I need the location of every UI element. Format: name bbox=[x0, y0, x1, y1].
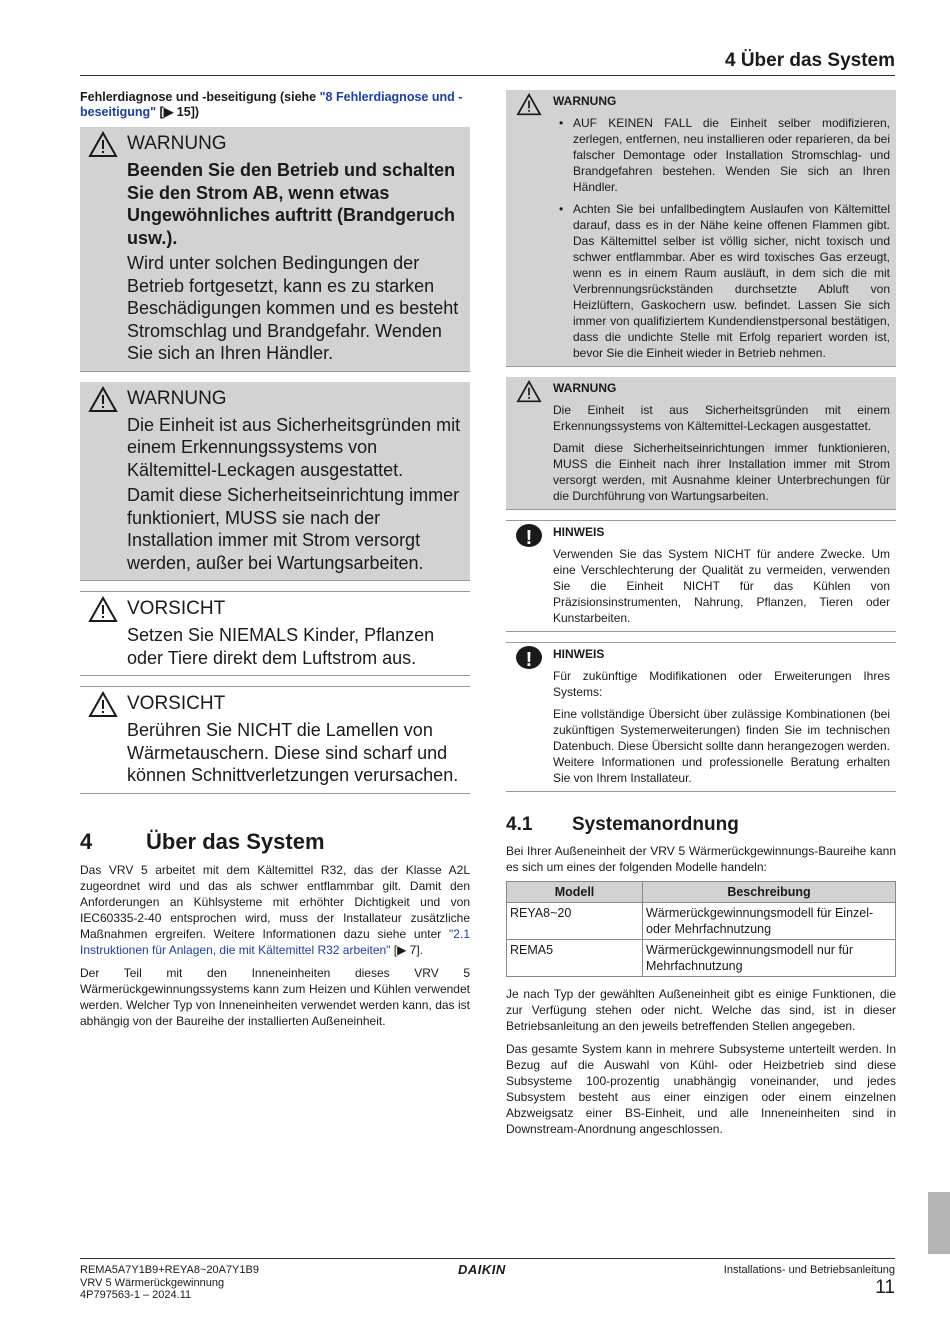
body-paragraph: Bei Ihrer Außeneinheit der VRV 5 Wärmerückgewinnungs-Baureihe kann es sich um eines der folgenden Modelle handeln: bbox=[506, 844, 896, 874]
right-column bbox=[506, 90, 896, 1137]
table-cell: Wärmerückgewinnungsmodell für Einzel- oder Mehrfachnutzung bbox=[643, 903, 896, 940]
body-paragraph: Das gesamte System kann in mehrere Subsysteme unterteilt werden. In Bezug auf die Auswahl von Kühl- oder Heizbetrieb sind diese Subsysteme 100-prozentig unabhängig voneinander, und jedes Subsystem besteht aus einer einzigen oder einem einzelnen Abzweigsatz einer BS-Einheit, und alle Inneneinheiten sind in Downstream-Anordnung angeschlossen. bbox=[506, 1042, 896, 1136]
warning-notice-4 bbox=[506, 377, 896, 510]
notice-label: WARNUNG bbox=[127, 133, 227, 154]
section-heading bbox=[80, 829, 470, 855]
warning-notice-2 bbox=[80, 382, 470, 582]
notice-text: Verwenden Sie das System NICHT für andere Zwecke. Um eine Verschlechterung der Qualität zu vermeiden, verwenden Sie die Einheit NICHT für das Kühlen von Präzisionsinstrumenten, Nahrung, Pflanzen, Tieren oder Kunstarbeiten. bbox=[553, 547, 890, 625]
notice-label: WARNUNG bbox=[553, 381, 617, 395]
notice-label: HINWEIS bbox=[553, 525, 605, 539]
table-cell: REYA8~20 bbox=[507, 903, 643, 940]
warning-triangle-icon bbox=[88, 131, 118, 158]
notice-label: VORSICHT bbox=[127, 598, 226, 619]
warning-triangle-icon bbox=[88, 386, 118, 413]
notice-text: Die Einheit ist aus Sicherheitsgründen mit einem Erkennungssystems von Kältemittel-Leckagen ausgestattet. bbox=[553, 403, 890, 433]
header-divider bbox=[80, 75, 895, 76]
table-row bbox=[507, 903, 896, 940]
warning-triangle-icon bbox=[88, 691, 118, 718]
footer-doc-line: 4P797563-1 – 2024.11 bbox=[80, 1289, 192, 1301]
body-paragraph: Je nach Typ der gewählten Außeneinheit gibt es einige Funktionen, die zur Verfügung stehen oder nicht. Welche das sind, ist in dieser Betriebsanleitung an den jeweils betreffenden Stellen angegeben. bbox=[506, 987, 896, 1033]
notice-text: Damit diese Sicherheitseinrichtungen immer funktionieren, MUSS die Einheit nach ihrer Installation immer mit Strom versorgt werden, mit Ausnahme kleiner Unterbrechungen für die Durchführung von Wartungsarbeiten. bbox=[553, 441, 890, 503]
notice-list bbox=[553, 115, 890, 361]
notice-label: WARNUNG bbox=[127, 387, 227, 409]
notice-text: Eine vollständige Übersicht über zulässige Kombinationen (bei zukünftigen Systemerweiterungen) finden Sie im technischen Datenbuch. Diese Übersicht sollte dann herangezogen werden. Weitere Informationen und professionelle Beratung erhalten Sie von Ihrem Installateur. bbox=[553, 707, 890, 785]
warning-triangle-icon bbox=[516, 380, 542, 403]
exclamation-circle-icon: ! bbox=[516, 524, 542, 547]
intro-link[interactable]: "8 Fehlerdiagnose und -beseitigung" bbox=[80, 90, 463, 119]
footer-model-info bbox=[80, 1264, 259, 1302]
notice-text: Für zukünftige Modifikationen oder Erweiterungen Ihres Systems: bbox=[553, 669, 890, 699]
footer-product-line: VRV 5 Wärmerückgewinnung bbox=[80, 1276, 225, 1289]
warning-triangle-icon bbox=[516, 93, 542, 116]
section-title: Über das System bbox=[146, 828, 325, 854]
table-row bbox=[507, 940, 896, 977]
chapter-thumb-tab bbox=[928, 1192, 950, 1254]
table-cell: Wärmerückgewinnungsmodell nur für Mehrfachnutzung bbox=[643, 940, 896, 977]
daikin-logo: DAIKIN bbox=[458, 1262, 506, 1277]
section-number: 4.1 bbox=[506, 814, 533, 835]
r32-instructions-link[interactable]: "2.1 Instruktionen für Anlagen, die mit Kältemittel R32 arbeiten" bbox=[80, 926, 470, 957]
table-cell: REMA5 bbox=[507, 940, 643, 977]
body-paragraph: Der Teil mit den Inneneinheiten dieses VRV 5 Wärmerückgewinnungssystems kann zum Heizen und Kühlen verwendet werden. Welcher Typ von Inneneinheiten verwendet werden kann, das ist abhängig von der Baureihe der installierten Außeneinheit. bbox=[80, 965, 470, 1028]
list-item: • AUF KEINEN FALL die Einheit selber modifizieren, zerlegen, entfernen, neu installieren oder reparieren, da bei falscher Demontage oder Installation Stromschlag- und Brandgefahren bestehen. Wenden Sie sich an Ihren Händler. bbox=[553, 115, 890, 195]
notice-label: HINWEIS bbox=[553, 647, 605, 661]
table-header-description: Beschreibung bbox=[643, 882, 896, 903]
exclamation-circle-icon: ! bbox=[516, 646, 542, 669]
caution-notice-2 bbox=[80, 686, 470, 794]
caution-notice-1 bbox=[80, 591, 470, 676]
page-number: 11 bbox=[875, 1277, 895, 1298]
section-number: 4 bbox=[80, 828, 93, 854]
body-paragraph: Das VRV 5 arbeitet mit dem Kältemittel R32, das der Klasse A2L zugeordnet wird und das als schwer entflammbar gilt. Damit den Anforderungen an Kühlsysteme mit erhöhter Dichtigkeit und von IEC60335-2-40 entsprochen wird, muss der Installateur zusätzliche Maßnahmen ergreifen. Weitere Informationen dazu siehe unter "2.1 Instruktionen für Anlagen, die mit Kältemittel R32 arbeiten" [▶ 7]. bbox=[80, 862, 470, 957]
intro-reference: Fehlerdiagnose und -beseitigung (siehe "8 Fehlerdiagnose und -beseitigung" [▶ 15]) bbox=[80, 90, 463, 119]
notice-text: Die Einheit ist aus Sicherheitsgründen mit einem Erkennungssystems von Kältemittel-Leckagen ausgestattet. bbox=[127, 414, 461, 480]
notice-text: Damit diese Sicherheitseinrichtung immer funktioniert, MUSS sie nach der Installation immer mit Strom versorgt werden, außer bei Wartungsarbeiten. bbox=[127, 485, 460, 573]
page-header-title: 4 Über das System bbox=[724, 50, 895, 71]
notice-label: VORSICHT bbox=[127, 693, 226, 714]
notice-bold-text: Beenden Sie den Betrieb und schalten Sie den Strom AB, wenn etwas Ungewöhnliches auftritt (Brandgeruch usw.). bbox=[127, 160, 456, 248]
warning-triangle-icon bbox=[88, 596, 118, 623]
left-column bbox=[80, 90, 470, 1029]
note-notice-1 bbox=[506, 520, 896, 632]
notice-text: Berühren Sie NICHT die Lamellen von Wärmetauschern. Diese sind scharf und können Schnittverletzungen verursachen. bbox=[127, 720, 459, 785]
footer-manual-title: Installations- und Betriebsanleitung bbox=[723, 1264, 895, 1276]
notice-text: Wird unter solchen Bedingungen der Betrieb fortgesetzt, kann es zu starken Beschädigungen kommen und es besteht Stromschlag und Brandgefahr. Wenden Sie sich an Ihren Händler. bbox=[127, 253, 459, 363]
table-header-model: Modell bbox=[507, 882, 643, 903]
notice-label: WARNUNG bbox=[553, 94, 617, 108]
footer-divider bbox=[80, 1258, 895, 1259]
footer-model-line: REMA5A7Y1B9+REYA8~20A7Y1B9 bbox=[80, 1264, 259, 1276]
notice-text: Setzen Sie NIEMALS Kinder, Pflanzen oder Tiere direkt dem Luftstrom aus. bbox=[127, 625, 435, 668]
subsection-heading bbox=[506, 814, 896, 836]
list-item: • Achten Sie bei unfallbedingtem Auslaufen von Kältemittel darauf, dass es in der Nähe keine offenen Flammen gibt. Das Kältemittel selber ist völlig sicher, nicht toxisch und schwer entflammbar. Aber es wird toxisches Gas erzeugt, wenn es in einem Raum ausläuft, in dem sich die mit Verbrennungsrückständen durchsetzte Abluft von Heizlüftern, Gaskochern usw. befindet. Lassen Sie sich immer von qualifiziertem Kundendienstpersonal bestätigen, dass die undichte Stelle mit Erfolg repariert worden ist, bevor Sie die Einheit wieder in Betrieb nehmen. bbox=[553, 201, 890, 361]
warning-notice-3 bbox=[506, 90, 896, 367]
warning-notice-1 bbox=[80, 127, 470, 372]
note-notice-2 bbox=[506, 642, 896, 792]
model-table bbox=[506, 881, 896, 977]
section-title: Systemanordnung bbox=[572, 814, 739, 835]
